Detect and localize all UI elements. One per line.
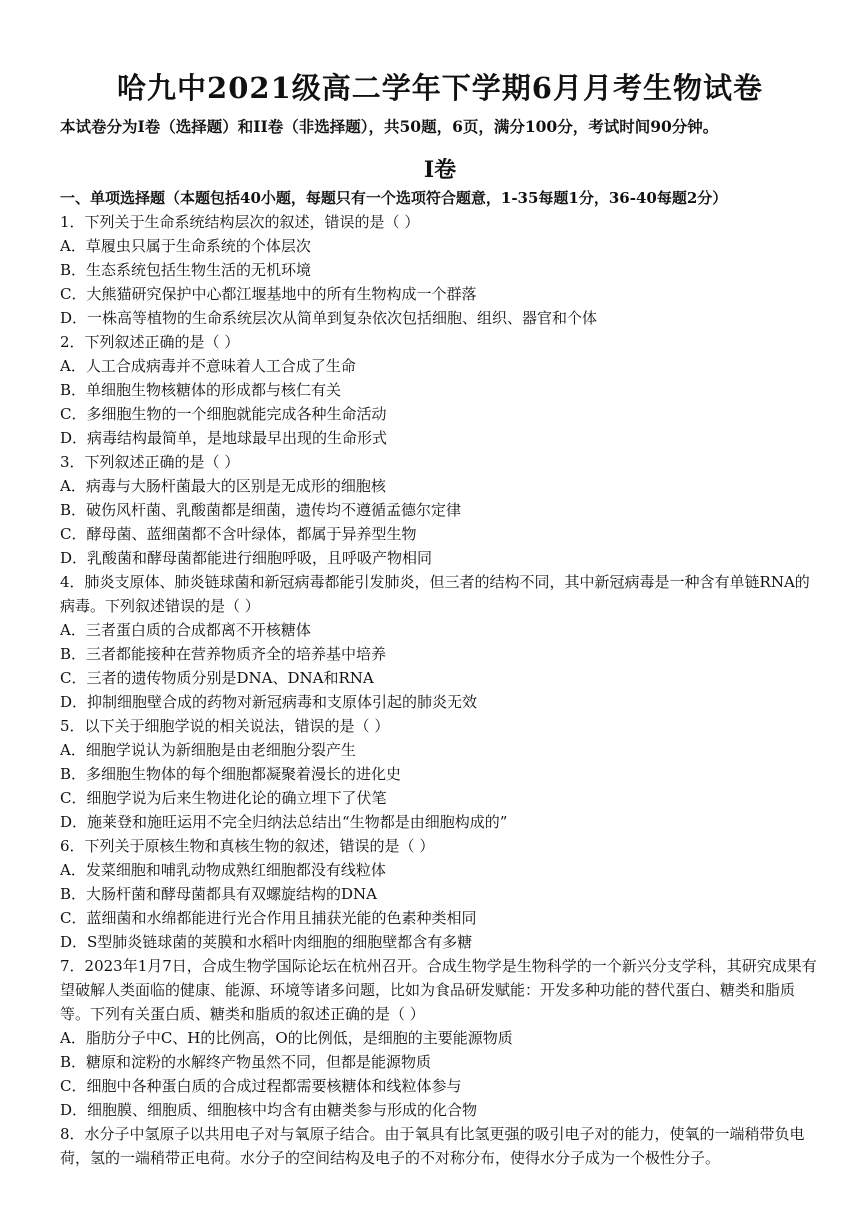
- option-b: B．多细胞生物体的每个细胞都凝聚着漫长的进化史: [60, 765, 402, 783]
- question-stem: 8．水分子中氢原子以共用电子对与氧原子结合。由于氧具有比氢更强的吸引电子对的能力，使氧的一端稍带负电荷，氢的一端稍带正电荷。水分子的空间结构及电子的不对称分布，使得水分子成为一个极性分子。: [60, 1125, 805, 1167]
- option-d: D．一株高等植物的生命系统层次从简单到复杂依次包括细胞、组织、器官和个体: [60, 309, 598, 327]
- option-a: A．发菜细胞和哺乳动物成熟红细胞都没有线粒体: [60, 861, 386, 879]
- option-a: A．人工合成病毒并不意味着人工合成了生命: [60, 357, 356, 375]
- question-stem: 4．肺炎支原体、肺炎链球菌和新冠病毒都能引发肺炎，但三者的结构不同，其中新冠病毒是一种含有单链RNA的病毒。下列叙述错误的是（ ）: [60, 573, 810, 615]
- question-stem: 3．下列叙述正确的是（ ）: [60, 453, 240, 471]
- exam-title: 哈九中2021级高二学年下学期6月月考生物试卷: [117, 71, 763, 105]
- question-4: [60, 570, 820, 714]
- option-b: B．生态系统包括生物生活的无机环境: [60, 261, 312, 279]
- question-stem: 7．2023年1月7日，合成生物学国际论坛在杭州召开。合成生物学是生物科学的一个新兴分支学科，其研究成果有望破解人类面临的健康、能源、环境等诸多问题，比如为食品研发赋能：开发多种功能的替代蛋白、糖类和脂质等。下列有关蛋白质、糖类和脂质的叙述正确的是（ ）: [60, 957, 817, 1023]
- option-b: B．三者都能接种在营养物质齐全的培养基中培养: [60, 645, 387, 663]
- option-d: D．病毒结构最简单，是地球最早出现的生命形式: [60, 429, 388, 447]
- question-stem: 1．下列关于生命系统结构层次的叙述，错误的是（ ）: [60, 213, 420, 231]
- option-d: D．细胞膜、细胞质、细胞核中均含有由糖类参与形成的化合物: [60, 1101, 478, 1119]
- option-c: C．酵母菌、蓝细菌都不含叶绿体，都属于异养型生物: [60, 525, 417, 543]
- option-c: C．蓝细菌和水绵都能进行光合作用且捕获光能的色素种类相同: [60, 909, 477, 927]
- volume-heading: I卷: [423, 157, 457, 183]
- option-d: D．施莱登和施旺运用不完全归纳法总结出“生物都是由细胞构成的”: [60, 813, 508, 831]
- option-b: B．大肠杆菌和酵母菌都具有双螺旋结构的DNA: [60, 885, 378, 903]
- option-d: D．抑制细胞壁合成的药物对新冠病毒和支原体引起的肺炎无效: [60, 693, 478, 711]
- question-8: [60, 1122, 820, 1170]
- question-stem: 5．以下关于细胞学说的相关说法，错误的是（ ）: [60, 717, 390, 735]
- section-heading: 一、单项选择题（本题包括40小题，每题只有一个选项符合题意，1-35每题1分，36-40每题2分）: [60, 189, 728, 207]
- exam-intro: 本试卷分为I卷（选择题）和II卷（非选择题），共50题，6页，满分100分，考试时间90分钟。: [60, 117, 719, 136]
- question-2: [60, 330, 820, 450]
- option-c: C．大熊猫研究保护中心都江堰基地中的所有生物构成一个群落: [60, 285, 477, 303]
- option-d: D．S型肺炎链球菌的荚膜和水稻叶肉细胞的细胞壁都含有多糖: [60, 933, 473, 951]
- question-1: [60, 210, 820, 330]
- question-6: [60, 834, 820, 954]
- option-c: C．三者的遗传物质分别是DNA、DNA和RNA: [60, 669, 374, 687]
- option-c: C．细胞学说为后来生物进化论的确立埋下了伏笔: [60, 789, 387, 807]
- option-b: B．单细胞生物核糖体的形成都与核仁有关: [60, 381, 342, 399]
- question-5: [60, 714, 820, 834]
- question-stem: 6．下列关于原核生物和真核生物的叙述，错误的是（ ）: [60, 837, 435, 855]
- option-a: A．三者蛋白质的合成都离不开核糖体: [60, 621, 311, 639]
- question-7: [60, 954, 820, 1122]
- option-b: B．破伤风杆菌、乳酸菌都是细菌，遗传均不遵循孟德尔定律: [60, 501, 462, 519]
- option-b: B．糖原和淀粉的水解终产物虽然不同，但都是能源物质: [60, 1053, 432, 1071]
- question-list: [60, 210, 820, 1170]
- option-c: C．细胞中各种蛋白质的合成过程都需要核糖体和线粒体参与: [60, 1077, 462, 1095]
- option-a: A．病毒与大肠杆菌最大的区别是无成形的细胞核: [60, 477, 386, 495]
- option-a: A．脂肪分子中C、H的比例高，O的比例低，是细胞的主要能源物质: [60, 1029, 513, 1047]
- option-a: A．草履虫只属于生命系统的个体层次: [60, 237, 311, 255]
- option-c: C．多细胞生物的一个细胞就能完成各种生命活动: [60, 405, 387, 423]
- question-stem: 2．下列叙述正确的是（ ）: [60, 333, 240, 351]
- option-a: A．细胞学说认为新细胞是由老细胞分裂产生: [60, 741, 356, 759]
- option-d: D．乳酸菌和酵母菌都能进行细胞呼吸，且呼吸产物相同: [60, 549, 433, 567]
- question-3: [60, 450, 820, 570]
